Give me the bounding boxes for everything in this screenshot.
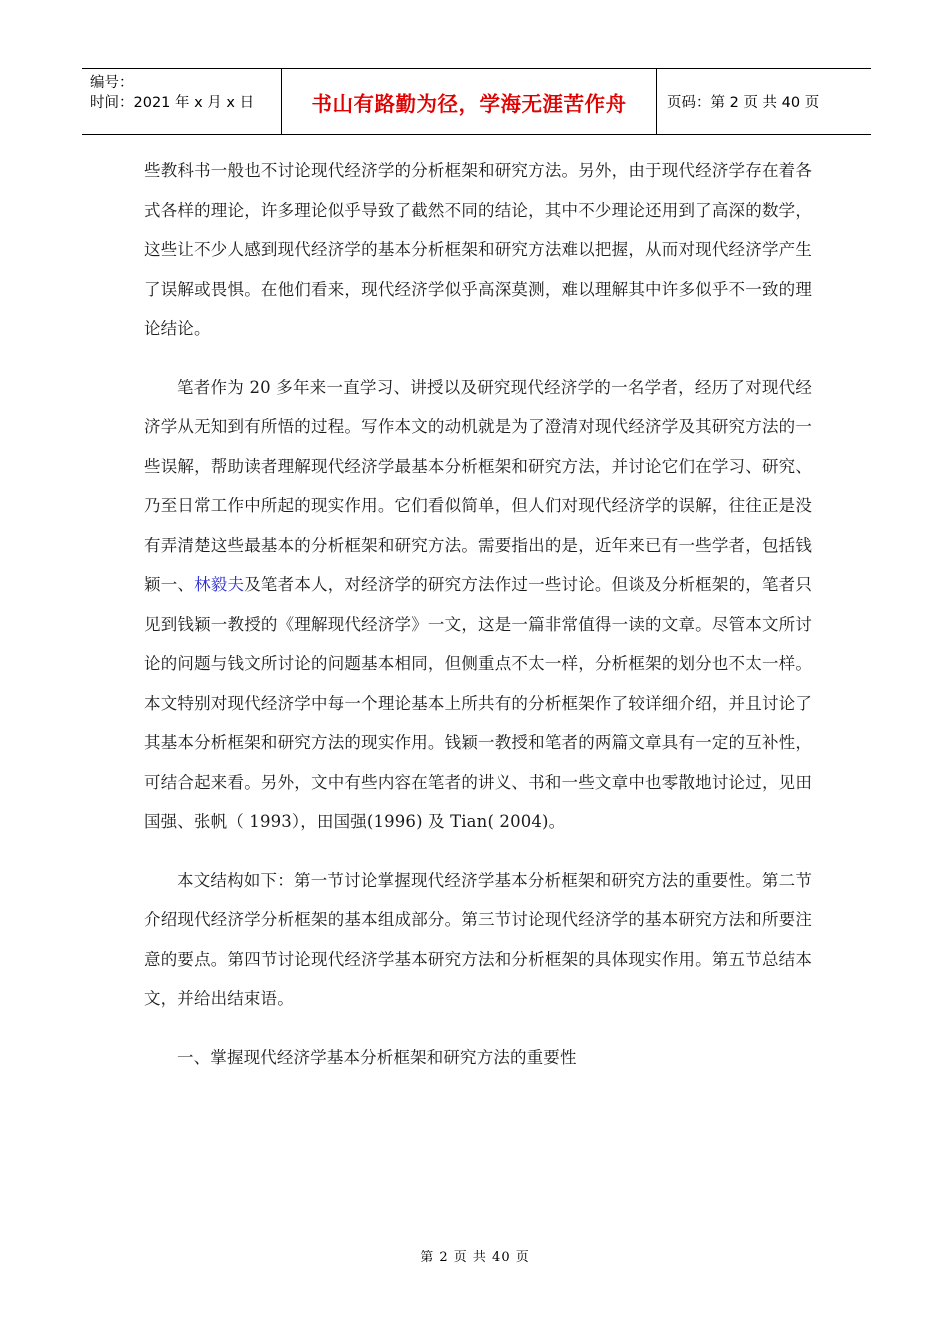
date-label: 时间：2021 年 x 月 x 日: [90, 95, 255, 111]
header-motto: 书山有路勤为径，学海无涯苦作舟: [281, 69, 657, 134]
page-footer: 第 2 页 共 40 页: [420, 1250, 530, 1265]
paragraph-1: 些教科书一般也不讨论现代经济学的分析框架和研究方法。另外，由于现代经济学存在着各式各样的理论，许多理论似乎导致了截然不同的结论，其中不少理论还用到了高深的数学，这些让不少人感到现代经济学的基本分析框架和研究方法难以把握，从而对现代经济学产生了误解或畏惧。在他们看来，现代经济学似乎高深莫测，难以理解其中许多似乎不一致的理论结论。: [144, 161, 812, 338]
paragraph-3: 本文结构如下：第一节讨论掌握现代经济学基本分析框架和研究方法的重要性。第二节介绍现代经济学分析框架的基本组成部分。第三节讨论现代经济学的基本研究方法和所要注意的要点。第四节讨论现代经济学基本研究方法和分析框架的具体现实作用。第五节总结本文，并给出结束语。: [144, 870, 812, 1008]
paragraph-2-part-a: 笔者作为 20 多年来一直学习、讲授以及研究现代经济学的一名学者，经历了对现代经济学从无知到有所悟的过程。写作本文的动机就是为了澄清对现代经济学及其研究方法的一些误解，帮助读者理解现代经济学最基本分析框架和研究方法，并讨论它们在学习、研究、乃至日常工作中所起的现实作用。它们看似简单，但人们对现代经济学的误解，往往正是没有弄清楚这些最基本的分析框架和研究方法。需要指出的是，近年来已有一些学者，包括钱颖一、: [144, 377, 812, 594]
section-heading: 一、掌握现代经济学基本分析框架和研究方法的重要性: [177, 1047, 577, 1067]
paragraph-gap: [144, 1019, 812, 1038]
header-page-info: 页码：第 2 页 共 40 页: [667, 95, 820, 111]
paragraph-2: [144, 368, 812, 842]
page-header: [82, 68, 871, 135]
author-link-lin-yifu[interactable]: 林毅夫: [194, 575, 245, 594]
header-meta: [82, 69, 281, 134]
document-body: [144, 151, 812, 1077]
paragraph-2-part-b: 及笔者本人，对经济学的研究方法作过一些讨论。但谈及分析框架的，笔者只见到钱颖一教授的《理解现代经济学》一文，这是一篇非常值得一读的文章。尽管本文所讨论的问题与钱文所讨论的问题基本相同，但侧重点不太一样，分析框架的划分也不太一样。本文特别对现代经济学中每一个理论基本上所共有的分析框架作了较详细介绍，并且讨论了其基本分析框架和研究方法的现实作用。钱颖一教授和笔者的两篇文章具有一定的互补性，可结合起来看。另外，文中有些内容在笔者的讲义、书和一些文章中也零散地讨论过，见田国强、张帆（ 1993），田国强(1996) 及 Tian( 2004)。: [144, 575, 812, 831]
paragraph-gap: [144, 842, 812, 861]
serial-label: 编号：: [90, 75, 134, 91]
paragraph-gap: [144, 349, 812, 368]
